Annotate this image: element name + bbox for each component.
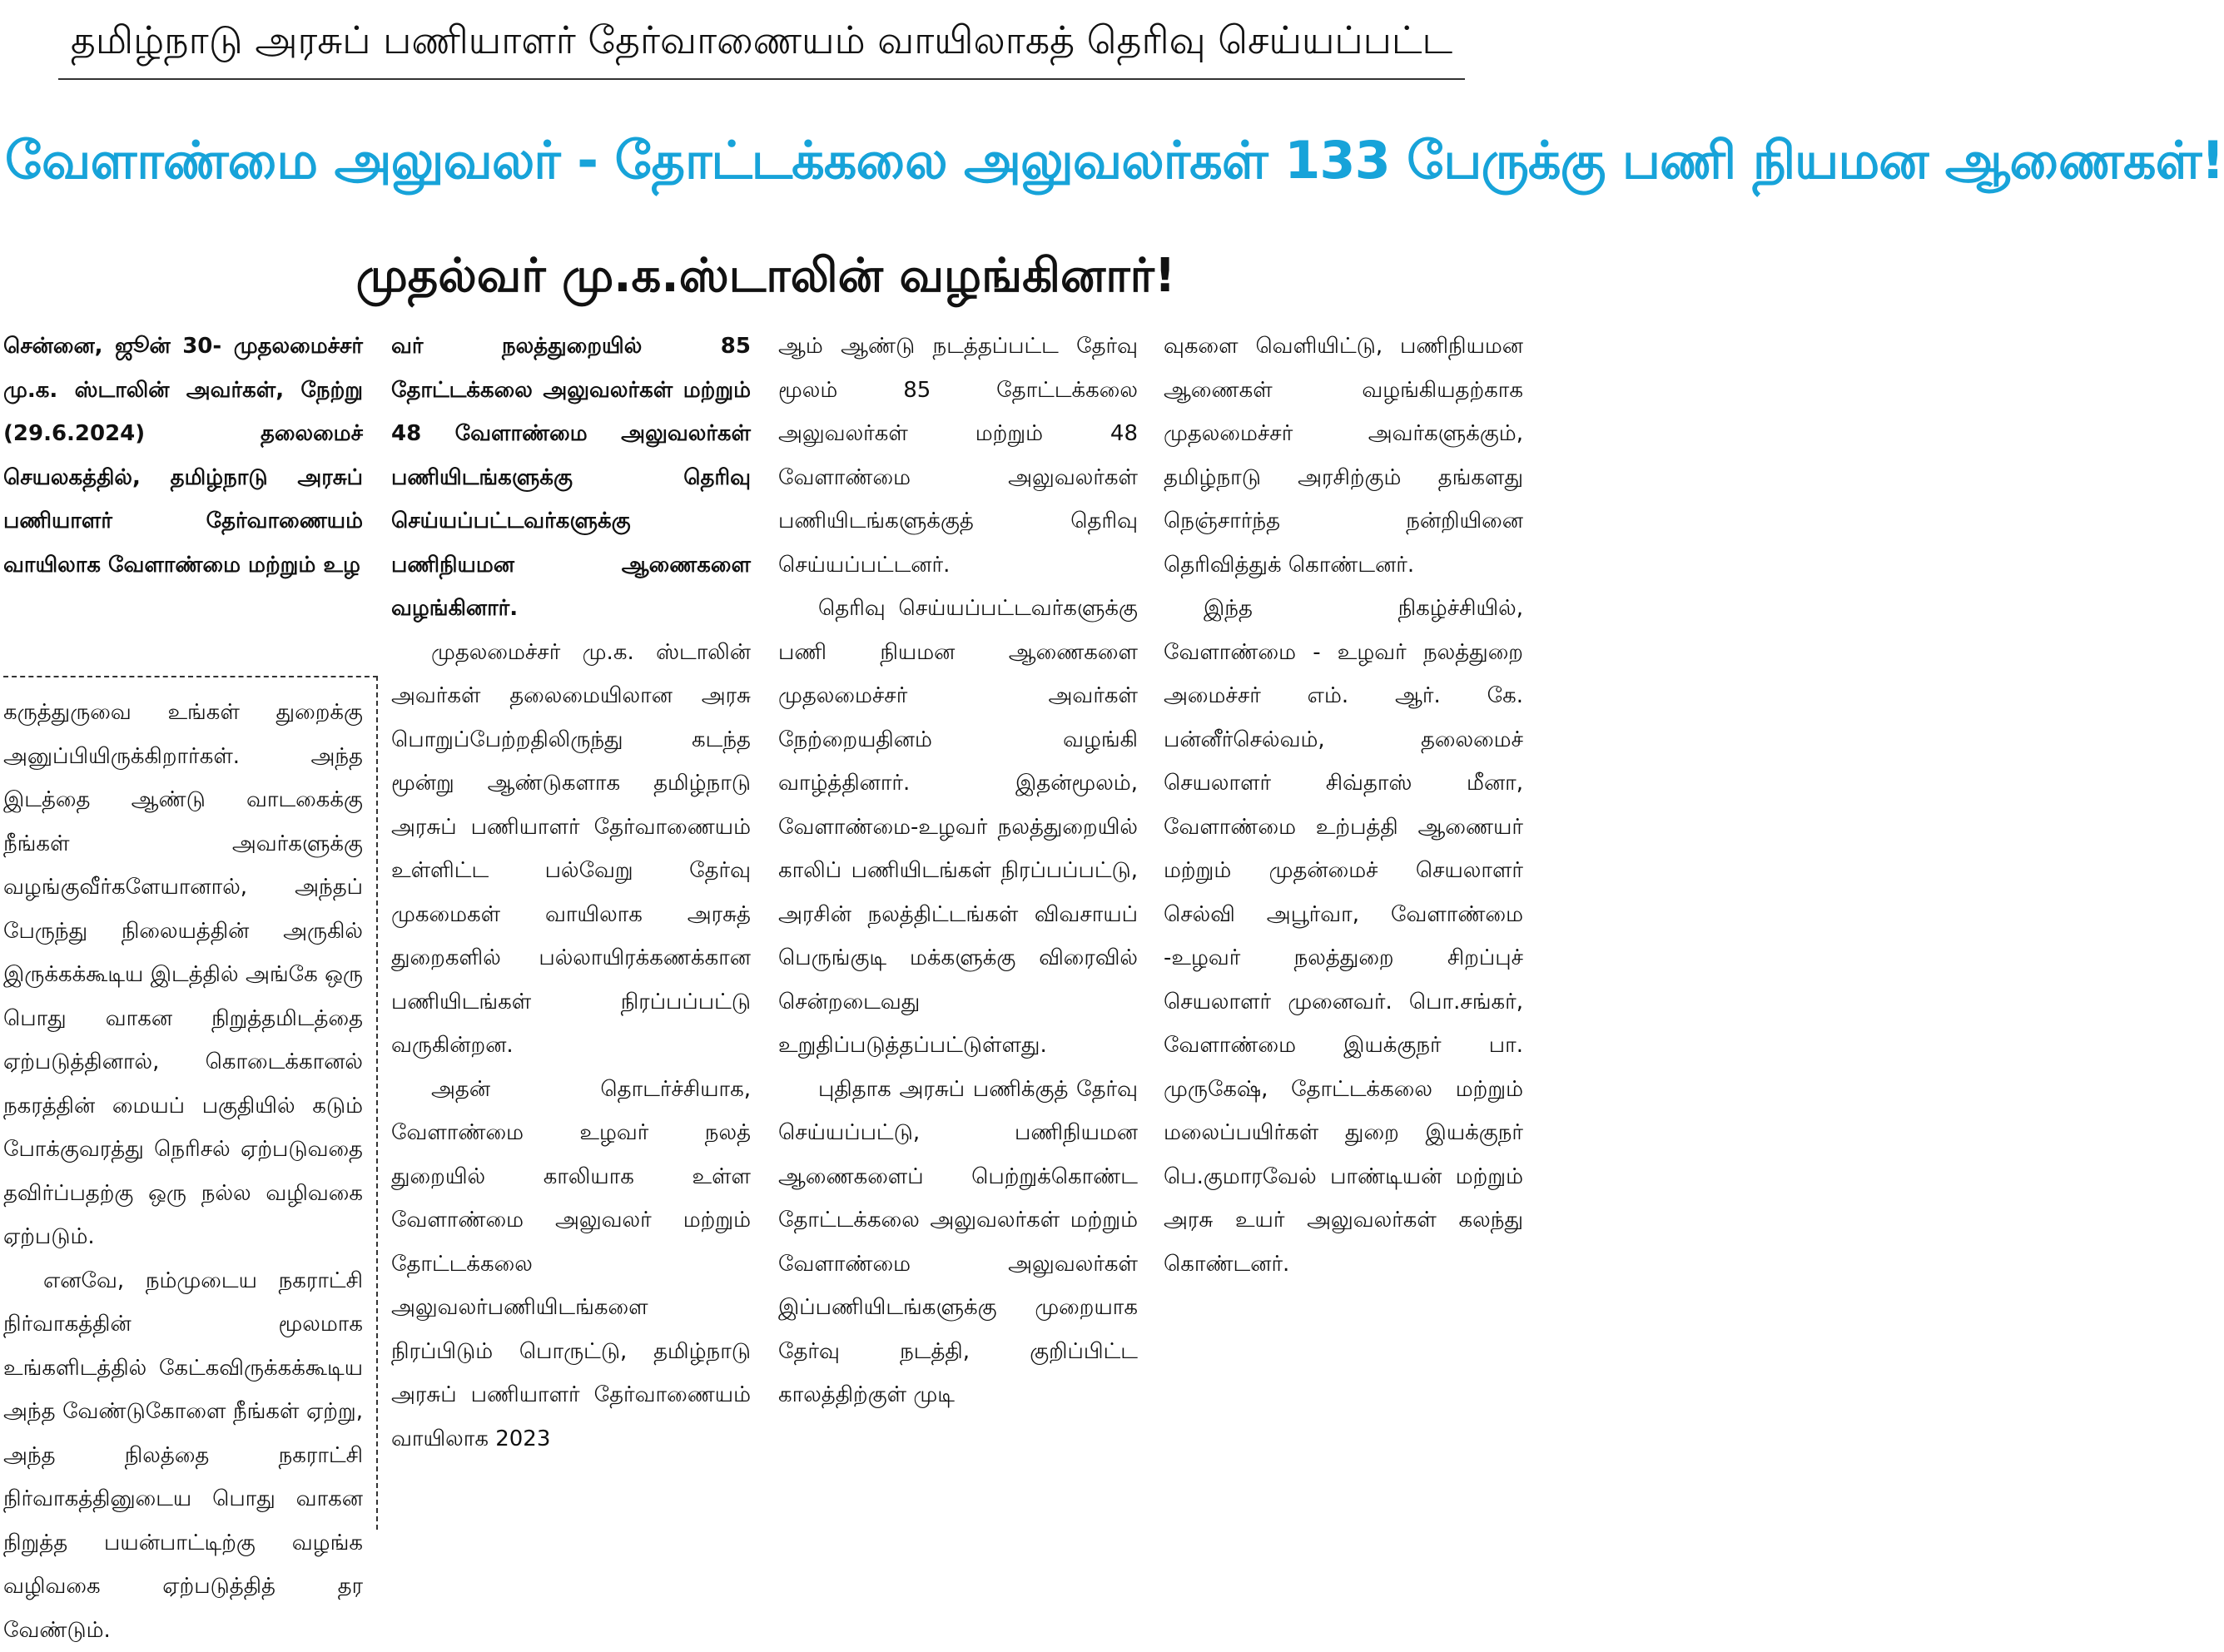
article-paragraph: ஆம் ஆண்டு நடத்தப்பட்ட தேர்வு மூலம் 85 தோட்டக்கலை அலுவலர்கள் மற்றும் 48 வேளாண்மை அலுவலர்கள் பணியிடங்களுக்குத் தெரிவு செய்யப்பட்டனர். [778,325,1138,587]
subheadline: முதல்வர் மு.க.ஸ்டாலின் வழங்கினார்! [183,238,1348,315]
article-paragraph: முதலமைச்சர் மு.க. ஸ்டாலின் அவர்கள் தலைமையிலான அரசு பொறுப்பேற்றதிலிருந்து கடந்த மூன்று ஆண்டுகளாக தமிழ்நாடு அரசுப் பணியாளர் தேர்வாணையம் உள்ளிட்ட பல்வேறு தேர்வு முகமைகள் வாயிலாக அரசுத் துறைகளில் பல்லாயிரக்கணக்கான பணியிடங்கள் நிரப்பப்பட்டு வருகின்றன. [391,631,751,1068]
article-paragraph: புதிதாக அரசுப் பணிக்குத் தேர்வு செய்யப்பட்டு, பணிநியமன ஆணைகளைப் பெற்றுக்கொண்ட தோட்டக்கலை அலுவலர்கள் மற்றும் வேளாண்மை அலுவலர்கள் இப்பணியிடங்களுக்கு முறையாக தேர்வு நடத்தி, குறிப்பிட்ட காலத்திற்குள் முடி [778,1068,1138,1417]
article-lead-paragraph: சென்னை, ஜூன் 30- முதலமைச்சர் மு.க. ஸ்டாலின் அவர்கள், நேற்று (29.6.2024) தலைமைச் செயலகத்தில், தமிழ்நாடு அரசுப் பணியாளர் தேர்வாணையம் வாயிலாக வேளாண்மை மற்றும் உழ [3,325,363,587]
headline: வேளாண்மை அலுவலர் - தோட்டக்கலை அலுவலர்கள் 133 பேருக்கு பணி நியமன ஆணைகள்! [5,93,1522,228]
article-lead-continuation: வர் நலத்துறையில் 85 தோட்டக்கலை அலுவலர்கள் மற்றும் 48 வேளாண்மை அலுவலர்கள் பணியிடங்களுக்கு தெரிவு செய்யப்பட்டவர்களுக்கு பணிநியமன ஆணைகளை வழங்கினார். [391,325,751,631]
article-paragraph: இந்த நிகழ்ச்சியில், வேளாண்மை - உழவர் நலத்துறை அமைச்சர் எம். ஆர். கே. பன்னீர்செல்வம், தலைமைச் செயலாளர் சிவ்தாஸ் மீனா, வேளாண்மை உற்பத்தி ஆணையர் மற்றும் முதன்மைச் செயலாளர் செல்வி அபூர்வா, வேளாண்மை -உழவர் நலத்துறை சிறப்புச் செயலாளர் முனைவர். பொ.சங்கர், வேளாண்மை இயக்குநர் பா. முருகேஷ், தோட்டக்கலை மற்றும் மலைப்பயிர்கள் துறை இயக்குநர் பெ.குமாரவேல் பாண்டியன் மற்றும் அரசு உயர் அலுவலர்கள் கலந்து கொண்டனர். [1164,587,1523,1286]
other-article-column [3,691,363,1530]
other-article-paragraph: எனவே, நம்முடைய நகராட்சி நிர்வாகத்தின் மூலமாக உங்களிடத்தில் கேட்கவிருக்கக்கூடிய அந்த வேண்டுகோளை நீங்கள் ஏற்று, அந்த நிலத்தை நகராட்சி நிர்வாகத்தினுடைய பொது வாகன நிறுத்த பயன்பாட்டிற்கு வழங்க வழிவகை ஏற்படுத்தித் தர வேண்டும். [3,1259,363,1652]
article-paragraph: வுகளை வெளியிட்டு, பணிநியமன ஆணைகள் வழங்கியதற்காக முதலமைச்சர் அவர்களுக்கும், தமிழ்நாடு அரசிற்கும் தங்களது நெஞ்சார்ந்த நன்றியினை தெரிவித்துக் கொண்டனர். [1164,325,1523,587]
article-column-2 [391,325,751,1530]
article-paragraph: தெரிவு செய்யப்பட்டவர்களுக்கு பணி நியமன ஆணைகளை முதலமைச்சர் அவர்கள் நேற்றையதினம் வழங்கி வாழ்த்தினார். இதன்மூலம், வேளாண்மை-உழவர் நலத்துறையில் காலிப் பணியிடங்கள் நிரப்பப்பட்டு, அரசின் நலத்திட்டங்கள் விவசாயப் பெருங்குடி மக்களுக்கு விரைவில் சென்றடைவது உறுதிப்படுத்தப்பட்டுள்ளது. [778,587,1138,1068]
kicker-rule [58,78,1465,80]
article-column-4 [1164,325,1523,1530]
kicker-line: தமிழ்நாடு அரசுப் பணியாளர் தேர்வாணையம் வாயிலாகத் தெரிவு செய்யப்பட்ட [50,7,1473,73]
article-paragraph: அதன் தொடர்ச்சியாக, வேளாண்மை உழவர் நலத் துறையில் காலியாக உள்ள வேளாண்மை அலுவலர் மற்றும் தோட்டக்கலை அலுவலர்பணியிடங்களை நிரப்பிடும் பொருட்டு, தமிழ்நாடு அரசுப் பணியாளர் தேர்வாணையம் வாயிலாக 2023 [391,1068,751,1461]
other-article-paragraph: கருத்துருவை உங்கள் துறைக்கு அனுப்பியிருக்கிறார்கள். அந்த இடத்தை ஆண்டு வாடகைக்கு நீங்கள் அவர்களுக்கு வழங்குவீர்களேயானால், அந்தப் பேருந்து நிலையத்தின் அருகில் இருக்கக்கூடிய இடத்தில் அங்கே ஒரு பொது வாகன நிறுத்தமிடத்தை ஏற்படுத்தினால், கொடைக்கானல் நகரத்தின் மையப் பகுதியில் கடும் போக்குவரத்து நெரிசல் ஏற்படுவதை தவிர்ப்பதற்கு ஒரு நல்ல வழிவகை ஏற்படும். [3,691,363,1259]
section-divider-vertical [376,676,378,1530]
article-column-3 [778,325,1138,1530]
article-column-1 [3,325,363,657]
section-divider-horizontal [3,676,378,677]
